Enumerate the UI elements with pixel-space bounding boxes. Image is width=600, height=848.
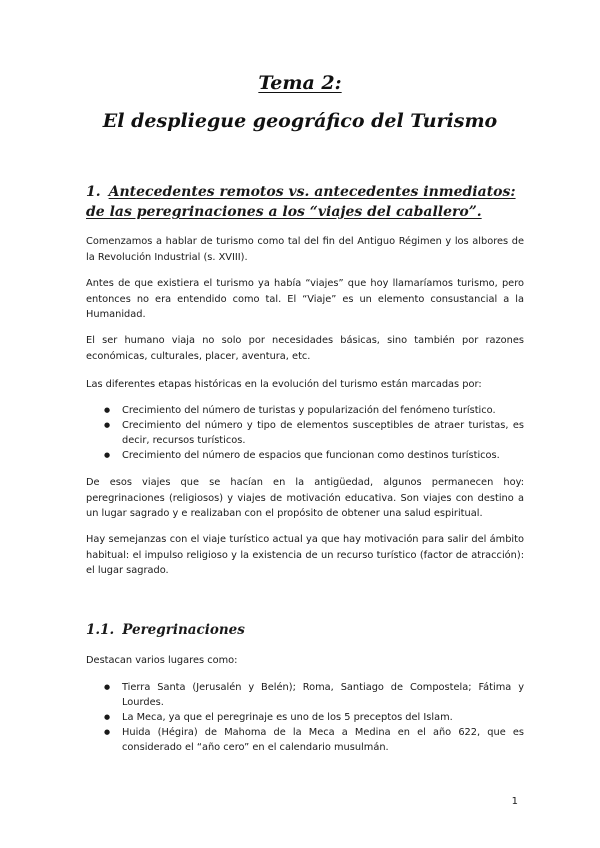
paragraph-4: Las diferentes etapas históricas en la evolución del turismo están marcadas por: [86, 379, 482, 390]
section-1-1-number: 1.1. [86, 622, 115, 638]
section-1-1-bullet-list [104, 680, 524, 755]
section-1-1-title: Peregrinaciones [122, 622, 245, 638]
paragraph-1: Comenzamos a hablar de turismo como tal del fin del Antiguo Régimen y los albores de la Revolución Industrial (s. XVIII). [86, 236, 524, 263]
section-1-1-heading [86, 622, 245, 638]
list-item: ● Crecimiento del número de espacios que funcionan como destinos turísticos. [104, 448, 524, 463]
section-1-heading [86, 182, 526, 222]
section-1-number: 1. [86, 184, 101, 200]
section-1-title: Antecedentes remotos vs. antecedentes inmediatos: de las peregrinaciones a los “viajes del caballero”. [86, 184, 516, 220]
document-title: Tema 2: [258, 72, 342, 94]
paragraph-2: Antes de que existiera el turismo ya había “viajes” que hoy llamaríamos turismo, pero entonces no era entendido como tal. El “Viaje” es un elemento consustancial a la Humanidad. [86, 278, 524, 320]
list-item: ● Huida (Hégira) de Mahoma de la Meca a Medina en el año 622, que es considerado el “año cero” en el calendario musulmán. [104, 725, 524, 755]
page-number: 1 [511, 796, 518, 807]
paragraph-5: De esos viajes que se hacían en la antigüedad, algunos permanecen hoy: peregrinaciones (religiosos) y viajes de motivación educativa. Son viajes con destino a un lugar sagrado y e realizaban con el propósito de obtener una salud espiritual. [86, 477, 524, 519]
document-subtitle: El despliegue geográfico del Turismo [102, 110, 498, 132]
paragraph-3: El ser humano viaja no solo por necesidades básicas, sino también por razones económicas, culturales, placer, aventura, etc. [86, 335, 524, 362]
section-1-bullet-list [104, 403, 524, 463]
list-item: ● Crecimiento del número de turistas y popularización del fenómeno turístico. [104, 403, 524, 418]
list-item: ● Crecimiento del número y tipo de elementos susceptibles de atraer turistas, es decir, recursos turísticos. [104, 418, 524, 448]
list-item: ● La Meca, ya que el peregrinaje es uno de los 5 preceptos del Islam. [104, 710, 524, 725]
paragraph-6: Hay semejanzas con el viaje turístico actual ya que hay motivación para salir del ámbito habitual: el impulso religioso y la existencia de un recurso turístico (factor de atracción): el lugar sagrado. [86, 534, 524, 576]
section-1-1-intro: Destacan varios lugares como: [86, 655, 238, 666]
list-item: ● Tierra Santa (Jerusalén y Belén); Roma, Santiago de Compostela; Fátima y Lourdes. [104, 680, 524, 710]
